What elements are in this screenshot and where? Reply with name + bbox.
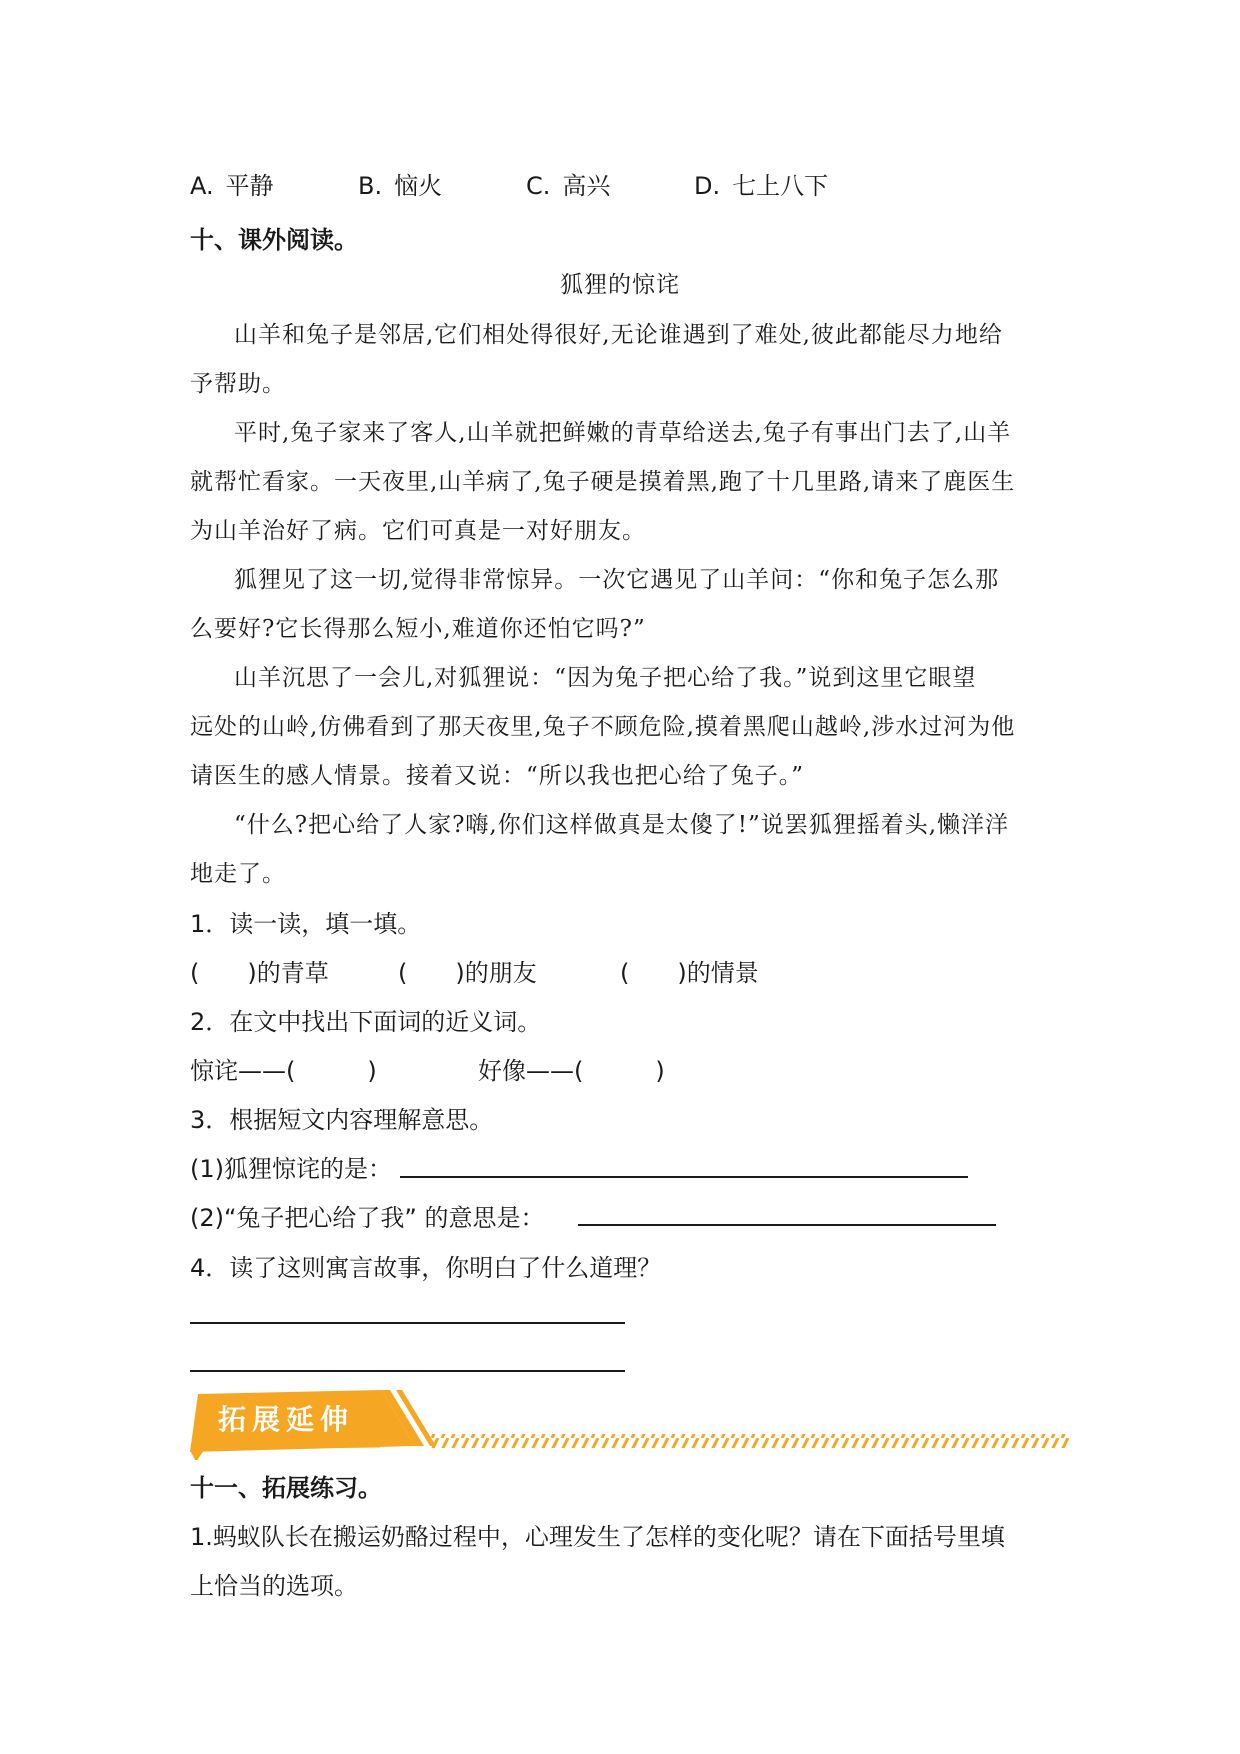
answer-line[interactable] (190, 1322, 625, 1324)
story-line: “什么?把心给了人家?嗨,你们这样做真是太傻了!”说罢狐狸摇着头,懒洋洋 (234, 812, 1010, 838)
option-letter: A. (190, 172, 214, 200)
question-3-2-label: (2)“兔子把心给了我” 的意思是： (190, 1204, 545, 1232)
story-title: 狐狸的惊诧 (560, 272, 680, 298)
fill-blank[interactable]: ( )的青草 (190, 959, 329, 987)
option-letter: C. (526, 172, 551, 200)
section-banner (190, 1390, 1070, 1460)
option-letter: B. (358, 172, 383, 200)
option-text: 恼火 (394, 172, 443, 200)
fill-blank[interactable]: ( )的情景 (620, 959, 759, 987)
option-b (358, 166, 442, 201)
answer-line[interactable] (578, 1224, 996, 1226)
story-line: 山羊沉思了一会儿,对狐狸说：“因为兔子把心给了我。”说到这里它眼望 (234, 665, 977, 691)
story-line: 就帮忙看家。一天夜里,山羊病了,兔子硬是摸着黑,跑了十几里路,请来了鹿医生 (190, 469, 1016, 495)
question-4: 4．读了这则寓言故事，你明白了什么道理？ (190, 1254, 662, 1282)
question-3-1-label: (1)狐狸惊诧的是： (190, 1155, 392, 1183)
option-d (694, 166, 828, 201)
story-line: 远处的山岭,仿佛看到了那天夜里,兔子不顾危险,摸着黑爬山越岭,涉水过河为他 (190, 714, 1016, 740)
option-text: 七上八下 (732, 172, 829, 200)
story-line: 么要好?它长得那么短小,难道你还怕它吗?” (190, 616, 646, 642)
synonym-blank[interactable]: 好像——( ) (478, 1057, 665, 1085)
story-line: 为山羊治好了病。它们可真是一对好朋友。 (190, 518, 646, 544)
option-text: 高兴 (562, 172, 611, 200)
banner-label: 拓展延伸 (218, 1403, 355, 1436)
story-line: 请医生的感人情景。接着又说：“所以我也把心给了兔子。” (190, 763, 805, 789)
banner-stripes (430, 1434, 1070, 1448)
question-2: 2．在文中找出下面词的近义词。 (190, 1008, 542, 1036)
question-1: 1．读一读，填一填。 (190, 910, 422, 938)
exercise-line: 上恰当的选项。 (190, 1572, 358, 1600)
answer-line[interactable] (190, 1370, 625, 1372)
question-3: 3．根据短文内容理解意思。 (190, 1106, 494, 1134)
exercise-line: 1.蚂蚁队长在搬运奶酪过程中，心理发生了怎样的变化呢？请在下面括号里填 (190, 1523, 1005, 1551)
fill-blank[interactable]: ( )的朋友 (398, 959, 537, 987)
option-a (190, 166, 274, 201)
story-line: 平时,兔子家来了客人,山羊就把鲜嫩的青草给送去,兔子有事出门去了,山羊 (234, 420, 1012, 446)
option-text: 平静 (225, 172, 274, 200)
answer-line[interactable] (400, 1176, 968, 1178)
option-c (526, 166, 610, 201)
story-line: 予帮助。 (190, 371, 286, 397)
story-line: 山羊和兔子是邻居,它们相处得很好,无论谁遇到了难处,彼此都能尽力地给 (234, 322, 1003, 348)
section-heading: 十、课外阅读。 (190, 226, 358, 254)
story-line: 狐狸见了这一切,觉得非常惊异。一次它遇见了山羊问：“你和兔子怎么那 (234, 567, 1000, 593)
option-letter: D. (694, 172, 721, 200)
story-line: 地走了。 (190, 861, 286, 887)
synonym-blank[interactable]: 惊诧——( ) (190, 1057, 377, 1085)
section-heading: 十一、拓展练习。 (190, 1474, 382, 1502)
